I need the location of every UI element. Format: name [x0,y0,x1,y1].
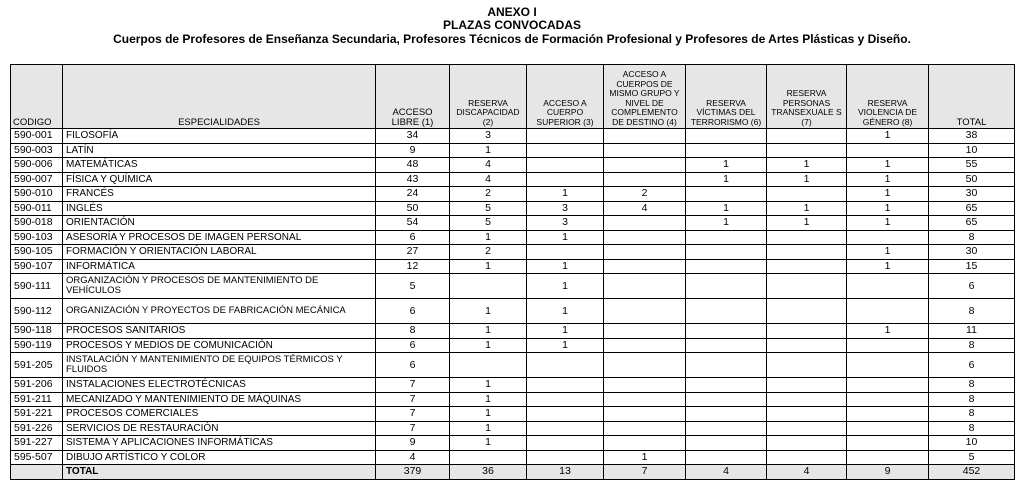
cell-acceso-cuerpo-superior [527,436,604,451]
cell-acceso-libre: 6 [376,299,450,324]
cell-reserva-violencia: 1 [847,201,929,216]
cell-reserva-terrorismo [686,324,767,339]
cell-acceso-cuerpo-superior: 1 [527,274,604,299]
cell-reserva-discapacidad: 4 [450,172,527,187]
cell-reserva-terrorismo [686,353,767,378]
cell-acceso-mismo-grupo [604,407,686,422]
col-header-acceso-libre: ACCESO LIBRE (1) [376,65,450,129]
cell-acceso-mismo-grupo [604,129,686,144]
cell-total: 30 [929,245,1015,260]
cell-reserva-violencia [847,378,929,393]
table-row [11,129,1015,144]
cell-reserva-violencia: 1 [847,245,929,260]
cell-especialidad: FILOSOFÍA [63,129,376,144]
cell-especialidad: INGLÉS [63,201,376,216]
cell-reserva-transexuales [767,392,847,407]
table-body [11,129,1015,480]
cell-especialidad: ASESORÍA Y PROCESOS DE IMAGEN PERSONAL [63,230,376,245]
cell-reserva-discapacidad: 1 [450,230,527,245]
cell-reserva-transexuales: 1 [767,216,847,231]
cell-codigo: 590-010 [11,187,63,202]
cell-reserva-terrorismo [686,299,767,324]
cell-acceso-mismo-grupo: 1 [604,450,686,465]
total-reserva-discapacidad: 36 [450,465,527,480]
table-row [11,353,1015,378]
cell-codigo: 591-206 [11,378,63,393]
cell-reserva-violencia: 1 [847,259,929,274]
cell-especialidad: INSTALACIONES ELECTROTÉCNICAS [63,378,376,393]
cell-total: 11 [929,324,1015,339]
cell-acceso-cuerpo-superior [527,450,604,465]
cell-codigo: 591-226 [11,421,63,436]
cell-acceso-mismo-grupo [604,436,686,451]
cell-acceso-mismo-grupo [604,143,686,158]
cell-especialidad: SERVICIOS DE RESTAURACIÓN [63,421,376,436]
cell-total: 30 [929,187,1015,202]
cell-especialidad: PROCESOS Y MEDIOS DE COMUNICACIÓN [63,338,376,353]
cell-reserva-violencia [847,436,929,451]
cell-reserva-transexuales: 1 [767,158,847,173]
cell-reserva-violencia: 1 [847,172,929,187]
cell-total: 65 [929,216,1015,231]
cell-reserva-terrorismo [686,129,767,144]
cell-total: 8 [929,392,1015,407]
cell-reserva-terrorismo: 1 [686,216,767,231]
cell-reserva-discapacidad: 1 [450,378,527,393]
cell-acceso-cuerpo-superior: 1 [527,299,604,324]
cell-reserva-discapacidad: 1 [450,299,527,324]
cell-acceso-libre: 48 [376,158,450,173]
cell-reserva-violencia [847,450,929,465]
cell-reserva-transexuales [767,230,847,245]
cell-reserva-transexuales [767,143,847,158]
cell-codigo: 590-007 [11,172,63,187]
cell-reserva-terrorismo [686,392,767,407]
cell-reserva-violencia [847,230,929,245]
cell-acceso-mismo-grupo: 4 [604,201,686,216]
col-header-reserva-transexuales: RESERVA PERSONAS TRANSEXUALE S (7) [767,65,847,129]
cell-reserva-transexuales [767,436,847,451]
cell-total: 38 [929,129,1015,144]
table-row [11,245,1015,260]
cell-codigo: 590-112 [11,299,63,324]
cell-reserva-terrorismo [686,245,767,260]
cell-codigo: 590-105 [11,245,63,260]
cell-acceso-cuerpo-superior [527,143,604,158]
cell-reserva-discapacidad: 1 [450,421,527,436]
cell-acceso-cuerpo-superior: 3 [527,201,604,216]
cell-reserva-violencia: 1 [847,187,929,202]
table-row [11,187,1015,202]
cell-acceso-mismo-grupo [604,353,686,378]
annex-title: ANEXO I [487,5,537,19]
col-header-reserva-discapacidad: RESERVA DISCAPACIDAD (2) [450,65,527,129]
cell-codigo: 591-211 [11,392,63,407]
cell-acceso-cuerpo-superior [527,378,604,393]
cell-total: 8 [929,378,1015,393]
table-row [11,259,1015,274]
col-header-reserva-terrorismo: RESERVA VÍCTIMAS DEL TERRORISMO (6) [686,65,767,129]
table-row [11,230,1015,245]
table-header-row [11,65,1015,129]
cell-acceso-cuerpo-superior [527,407,604,422]
cell-reserva-terrorismo: 1 [686,158,767,173]
table-row [11,338,1015,353]
cell-acceso-mismo-grupo [604,421,686,436]
cell-acceso-cuerpo-superior: 1 [527,259,604,274]
cell-reserva-terrorismo [686,143,767,158]
cell-reserva-transexuales [767,450,847,465]
cell-acceso-mismo-grupo [604,216,686,231]
cell-acceso-libre: 34 [376,129,450,144]
table-row [11,436,1015,451]
total-acceso-libre: 379 [376,465,450,480]
document-subtitle: Cuerpos de Profesores de Enseñanza Secundaria, Profesores Técnicos de Formación Profesional y Profesores de Artes Plásticas y Diseño. [113,32,911,46]
table-row [11,274,1015,299]
cell-codigo: 590-111 [11,274,63,299]
table-row [11,392,1015,407]
cell-acceso-libre: 12 [376,259,450,274]
cell-especialidad: FORMACIÓN Y ORIENTACIÓN LABORAL [63,245,376,260]
cell-reserva-violencia: 1 [847,129,929,144]
table-row [11,216,1015,231]
cell-total: 65 [929,201,1015,216]
cell-reserva-violencia: 1 [847,158,929,173]
total-total: 452 [929,465,1015,480]
cell-especialidad: MECANIZADO Y MANTENIMIENTO DE MÁQUINAS [63,392,376,407]
col-header-total: TOTAL [929,65,1015,129]
cell-reserva-discapacidad: 1 [450,338,527,353]
col-header-especialidades: ESPECIALIDADES [63,65,376,129]
total-reserva-terrorismo: 4 [686,465,767,480]
cell-acceso-mismo-grupo [604,378,686,393]
cell-reserva-discapacidad [450,274,527,299]
cell-acceso-mismo-grupo [604,392,686,407]
totals-label: TOTAL [63,465,376,480]
cell-especialidad: ORIENTACIÓN [63,216,376,231]
cell-acceso-libre: 54 [376,216,450,231]
cell-reserva-discapacidad: 3 [450,129,527,144]
cell-acceso-mismo-grupo: 2 [604,187,686,202]
total-acceso-mismo-grupo: 7 [604,465,686,480]
cell-reserva-discapacidad: 2 [450,245,527,260]
cell-reserva-violencia [847,421,929,436]
cell-reserva-transexuales [767,338,847,353]
cell-acceso-cuerpo-superior [527,129,604,144]
cell-total: 6 [929,274,1015,299]
cell-codigo: 595-507 [11,450,63,465]
totals-blank-cell [11,465,63,480]
cell-especialidad: FÍSICA Y QUÍMICA [63,172,376,187]
cell-acceso-libre: 27 [376,245,450,260]
table-row [11,172,1015,187]
cell-total: 15 [929,259,1015,274]
cell-reserva-terrorismo [686,338,767,353]
cell-codigo: 590-119 [11,338,63,353]
cell-acceso-mismo-grupo [604,299,686,324]
cell-acceso-mismo-grupo [604,324,686,339]
cell-especialidad: PROCESOS COMERCIALES [63,407,376,422]
cell-acceso-mismo-grupo [604,338,686,353]
cell-reserva-discapacidad [450,450,527,465]
cell-acceso-cuerpo-superior [527,158,604,173]
cell-reserva-transexuales [767,353,847,378]
cell-acceso-libre: 6 [376,338,450,353]
cell-acceso-mismo-grupo [604,259,686,274]
cell-total: 10 [929,436,1015,451]
cell-acceso-libre: 7 [376,421,450,436]
cell-acceso-mismo-grupo [604,245,686,260]
cell-codigo: 590-003 [11,143,63,158]
cell-reserva-violencia [847,299,929,324]
cell-total: 50 [929,172,1015,187]
cell-especialidad: ORGANIZACIÓN Y PROCESOS DE MANTENIMIENTO DE VEHÍCULOS [63,274,376,299]
cell-reserva-violencia [847,407,929,422]
cell-especialidad: INSTALACIÓN Y MANTENIMIENTO DE EQUIPOS TÉRMICOS Y FLUIDOS [63,353,376,378]
table-row [11,378,1015,393]
cell-especialidad: FRANCÉS [63,187,376,202]
cell-acceso-cuerpo-superior [527,172,604,187]
cell-reserva-terrorismo [686,274,767,299]
cell-reserva-discapacidad: 2 [450,187,527,202]
cell-reserva-violencia [847,392,929,407]
cell-reserva-discapacidad: 5 [450,216,527,231]
cell-acceso-libre: 50 [376,201,450,216]
cell-codigo: 591-227 [11,436,63,451]
cell-especialidad: LATÍN [63,143,376,158]
cell-acceso-libre: 8 [376,324,450,339]
cell-especialidad: INFORMÁTICA [63,259,376,274]
cell-reserva-transexuales [767,129,847,144]
cell-reserva-discapacidad: 1 [450,436,527,451]
totals-row [11,465,1015,480]
cell-codigo: 590-103 [11,230,63,245]
cell-acceso-cuerpo-superior: 1 [527,338,604,353]
cell-acceso-libre: 5 [376,274,450,299]
cell-reserva-terrorismo [686,259,767,274]
cell-reserva-terrorismo [686,378,767,393]
cell-reserva-discapacidad: 4 [450,158,527,173]
cell-total: 6 [929,353,1015,378]
total-reserva-violencia: 9 [847,465,929,480]
cell-reserva-transexuales [767,187,847,202]
cell-total: 5 [929,450,1015,465]
col-header-acceso-mismo-grupo: ACCESO A CUERPOS DE MISMO GRUPO Y NIVEL DE COMPLEMENTO DE DESTINO (4) [604,65,686,129]
cell-acceso-mismo-grupo [604,172,686,187]
cell-acceso-libre: 9 [376,436,450,451]
cell-total: 8 [929,230,1015,245]
cell-acceso-cuerpo-superior: 3 [527,216,604,231]
cell-reserva-terrorismo [686,187,767,202]
cell-reserva-discapacidad [450,353,527,378]
cell-reserva-discapacidad: 1 [450,392,527,407]
cell-acceso-libre: 7 [376,392,450,407]
cell-acceso-cuerpo-superior [527,353,604,378]
cell-codigo: 590-006 [11,158,63,173]
cell-reserva-discapacidad: 1 [450,407,527,422]
cell-reserva-violencia [847,353,929,378]
cell-reserva-discapacidad: 5 [450,201,527,216]
cell-acceso-libre: 7 [376,378,450,393]
cell-reserva-transexuales [767,407,847,422]
cell-reserva-transexuales [767,421,847,436]
table-row [11,299,1015,324]
document-title: PLAZAS CONVOCADAS [442,18,581,32]
col-header-acceso-cuerpo-superior: ACCESO A CUERPO SUPERIOR (3) [527,65,604,129]
cell-reserva-discapacidad: 1 [450,143,527,158]
cell-codigo: 590-011 [11,201,63,216]
cell-reserva-transexuales [767,259,847,274]
cell-total: 10 [929,143,1015,158]
cell-codigo: 590-118 [11,324,63,339]
cell-reserva-transexuales: 1 [767,172,847,187]
cell-codigo: 590-001 [11,129,63,144]
cell-codigo: 590-107 [11,259,63,274]
cell-acceso-libre: 9 [376,143,450,158]
table-row [11,421,1015,436]
cell-reserva-discapacidad: 1 [450,324,527,339]
cell-reserva-discapacidad: 1 [450,259,527,274]
cell-acceso-cuerpo-superior [527,245,604,260]
cell-reserva-terrorismo [686,230,767,245]
cell-reserva-violencia [847,338,929,353]
table-row [11,407,1015,422]
cell-acceso-libre: 7 [376,407,450,422]
cell-reserva-transexuales [767,324,847,339]
cell-especialidad: MATEMÁTICAS [63,158,376,173]
cell-total: 8 [929,338,1015,353]
cell-codigo: 590-018 [11,216,63,231]
cell-acceso-libre: 24 [376,187,450,202]
cell-reserva-violencia: 1 [847,324,929,339]
cell-reserva-violencia [847,274,929,299]
cell-especialidad: ORGANIZACIÓN Y PROYECTOS DE FABRICACIÓN MECÁNICA [63,299,376,324]
cell-reserva-violencia [847,143,929,158]
col-header-codigo: CODIGO [11,65,63,129]
cell-reserva-terrorismo [686,421,767,436]
cell-acceso-libre: 6 [376,353,450,378]
cell-acceso-mismo-grupo [604,230,686,245]
cell-acceso-cuerpo-superior: 1 [527,230,604,245]
cell-reserva-terrorismo [686,450,767,465]
cell-reserva-terrorismo [686,436,767,451]
table-row [11,324,1015,339]
cell-reserva-terrorismo [686,407,767,422]
cell-codigo: 591-205 [11,353,63,378]
cell-reserva-terrorismo: 1 [686,172,767,187]
cell-acceso-mismo-grupo [604,274,686,299]
cell-reserva-transexuales [767,299,847,324]
cell-total: 8 [929,421,1015,436]
table-row [11,143,1015,158]
cell-acceso-cuerpo-superior: 1 [527,324,604,339]
total-acceso-cuerpo-superior: 13 [527,465,604,480]
cell-reserva-transexuales [767,378,847,393]
cell-acceso-cuerpo-superior [527,421,604,436]
cell-total: 55 [929,158,1015,173]
cell-reserva-transexuales [767,274,847,299]
cell-reserva-terrorismo: 1 [686,201,767,216]
table-row [11,158,1015,173]
cell-especialidad: SISTEMA Y APLICACIONES INFORMÁTICAS [63,436,376,451]
cell-reserva-violencia: 1 [847,216,929,231]
cell-reserva-transexuales [767,245,847,260]
cell-total: 8 [929,299,1015,324]
cell-acceso-cuerpo-superior [527,392,604,407]
cell-acceso-mismo-grupo [604,158,686,173]
cell-especialidad: PROCESOS SANITARIOS [63,324,376,339]
cell-codigo: 591-221 [11,407,63,422]
cell-acceso-libre: 4 [376,450,450,465]
cell-reserva-transexuales: 1 [767,201,847,216]
table-row [11,201,1015,216]
plazas-table [10,64,1015,480]
col-header-reserva-violencia: RESERVA VIOLENCIA DE GÉNERO (8) [847,65,929,129]
cell-acceso-libre: 43 [376,172,450,187]
cell-acceso-cuerpo-superior: 1 [527,187,604,202]
table-row [11,450,1015,465]
total-reserva-transexuales: 4 [767,465,847,480]
cell-acceso-libre: 6 [376,230,450,245]
cell-total: 8 [929,407,1015,422]
cell-especialidad: DIBUJO ARTÍSTICO Y COLOR [63,450,376,465]
